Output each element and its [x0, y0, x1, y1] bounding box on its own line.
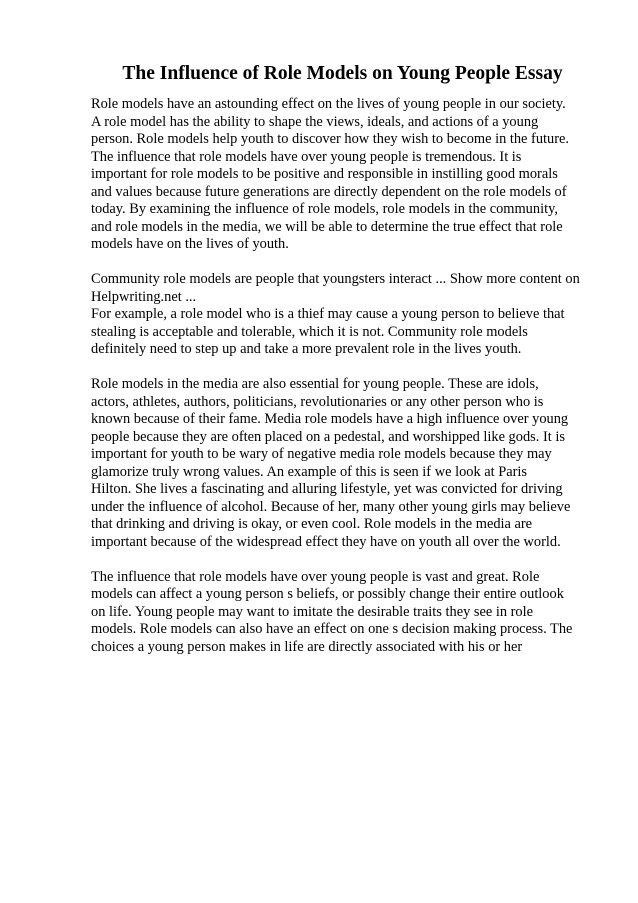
essay-title: The Influence of Role Models on Young People Essay — [122, 63, 563, 84]
paragraph-conclusion — [91, 569, 601, 657]
text-line: models. Role models can also have an effect on one s decision making process. The — [91, 621, 573, 637]
text-line: on life. Young people may want to imitate the desirable traits they see in role — [91, 603, 534, 620]
text-line: and values because future generations are directly dependent on the role models of — [91, 183, 567, 200]
text-line: Community role models are people that youngsters interact ... Show more content on — [91, 271, 580, 287]
text-line: choices a young person makes in life are directly associated with his or her — [91, 638, 523, 655]
text-line: The influence that role models have over young people is vast and great. Role — [91, 568, 540, 585]
text-line: models can affect a young person s beliefs, or possibly change their entire outlook — [91, 586, 564, 602]
text-line: and role models in the media, we will be able to determine the true effect that role — [91, 218, 563, 235]
text-line: today. By examining the influence of role models, role models in the community, — [91, 201, 558, 217]
text-line: For example, a role model who is a thief may cause a young person to believe that — [91, 306, 565, 322]
paragraph-intro — [91, 96, 601, 254]
text-line: people because they are often placed on a pedestal, and worshipped like gods. It is — [91, 428, 565, 445]
paragraph-media — [91, 376, 601, 551]
text-line: known because of their fame. Media role models have a high influence over young — [91, 411, 569, 427]
text-line: definitely need to step up and take a more prevalent role in the lives youth. — [91, 341, 522, 357]
text-line: important for role models to be positive and responsible in instilling good morals — [91, 166, 558, 182]
paragraph-community — [91, 271, 601, 359]
text-line: Hilton. She lives a fascinating and alluring lifestyle, yet was convicted for driving — [91, 481, 563, 497]
text-line: Role models have an astounding effect on the lives of young people in our society. — [91, 96, 566, 112]
text-line: that drinking and driving is okay, or even cool. Role models in the media are — [91, 516, 533, 532]
essay-body — [91, 96, 601, 674]
text-line: Helpwriting.net ... — [91, 288, 197, 305]
text-line: glamorize truly wrong values. An example of this is seen if we look at Paris — [91, 463, 528, 480]
text-line: important for youth to be wary of negative media role models because they may — [91, 446, 552, 462]
text-line: Role models in the media are also essential for young people. These are idols, — [91, 376, 539, 392]
text-line: person. Role models help youth to discover how they wish to become in the future. — [91, 131, 569, 147]
text-line: under the influence of alcohol. Because of her, many other young girls may believe — [91, 498, 571, 515]
text-line: A role model has the ability to shape the views, ideals, and actions of a young — [91, 113, 539, 130]
text-line: actors, athletes, authors, politicians, revolutionaries or any other person who is — [91, 393, 544, 410]
text-line: stealing is acceptable and tolerable, which it is not. Community role models — [91, 323, 528, 340]
text-line: The influence that role models have over young people is tremendous. It is — [91, 148, 522, 165]
text-line: models have on the lives of youth. — [91, 236, 289, 252]
text-line: important because of the widespread effect they have on youth all over the world. — [91, 533, 561, 550]
